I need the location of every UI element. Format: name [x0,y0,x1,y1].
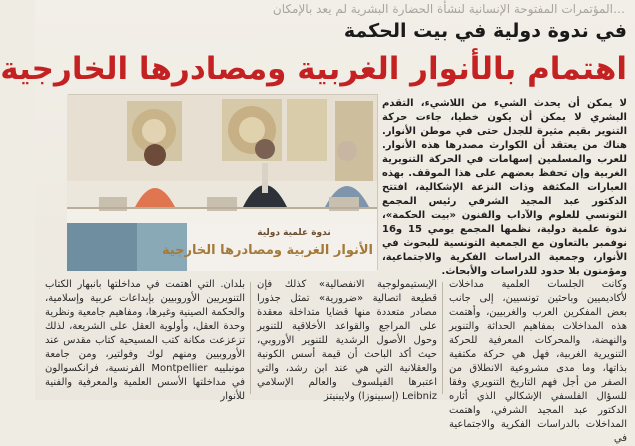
top-faded-text: …المؤتمرات المفتوحة الإنسانية لنشأة الحضارة البشرية لم يعد بالإمكان [272,2,625,16]
article-subtitle: في ندوة دولية في بيت الحكمة [343,20,627,42]
body-column-right: وكانت الجلسات العلمية مداخلات لأكاديميين وباحثين تونسيين، إلى جانب بعض المفكرين العرب والغربيين، وأهتمت هذه المداخلات بمفاهيم الحداثة والتنوير والنهضة، والمحركات المعرفية للحركة التنويرية الغربية، فهل هي حركة مكتفية بذاتها، وما مدى مشروعية الانطلاق من الصفر من أجل فهم التاريخ التنويري وفقا للسؤال الفلسفي الإشكالي الذي أثاره الدكتور عبد المجيد الشرفي، واهتمت المداخلات بالدراسات الفكرية والاجتماعية في [449,279,627,444]
photo-banner-subtitle: الأنوار الغربية ومصادرها الخارجية [161,243,373,258]
article-headline: اهتمام بالأنوار الغربية ومصادرها الخارجية [0,51,627,87]
body-column-left: بلدان. التي اهتمت في مداخلتها بانبهار الكتاب التنويريين الأوروبيين بإبداعات عربية وإسلامية، والحكمة الصينية وغيرها، ومفاهيم جامعية ونظرية وحدة العقل، وأولوية العقل على الشريعة، لذلك تزعزعت مكانة كتب المسيحية كتاب مقدس عند الأوروبيين ومنهم لوك وفولتير، ومن جامعة مونبلييه Montpellier الفرنسية، فرانكسوالون في مداخلتها الأسس العلمية والمعرفية والفنية للأنوار [45,279,245,402]
body-column-middle: الإبستيمولوجية الانفصالية» كذلك فإن قطيعة اتصالية «ضرورية» تمثل جذورا مصادر متعددة منها قضايا متداخلة معقدة على المراجع والقواعد الأخلاقية للتنوير وحول الأصول الرشدية للتنوير الأوروبي، حيث أكد الباحث أن قيمة أسس الكونية والعقلانية التي هي عند ابن رشد، والتي اعتبرها الفيلسوف والعالم الإسلامي Leibniz (إسبينوزا) ولايبنيتز [257,279,437,402]
article-body-columns [43,278,627,444]
column-rule [442,282,443,394]
article-intro: لا يمكن أن يحدث الشيء من اللاشيء، التقدم البشري لا يمكن أن يكون خطيا، جاءت حركة التنوير بقيم مثيرة للجدل حتى في موطن الأنوار. هناك من يعتقد أن الكوارث مصدرها هذه الأنوار. للعرب والمسلمين إسهامات في الحركة التنويرية الغربية وإن تحفظ بعضهم على هذا الموقف. بهذه العبارات المكثفة وذات النزعة الإشكالية، افتتح الدكتور عبد المجيد الشرفي رئيس المجمع التونسي للعلوم والآداب والفنون «بيت الحكمة»، ندوة علمية دولية، نظمها المجمع يومي 15 و16 نوفمبر بالتعاون مع الجمعية التونسية للبحوث في الأنوار، وجمعية الدراسات الفكرية والاجتماعية، ومؤمنون بلا حدود للدراسات والأبحاث. [382,98,628,277]
photo-banner-title: ندوة علمية دولية [257,228,331,238]
column-rule [250,282,251,394]
conference-photo [68,94,378,270]
